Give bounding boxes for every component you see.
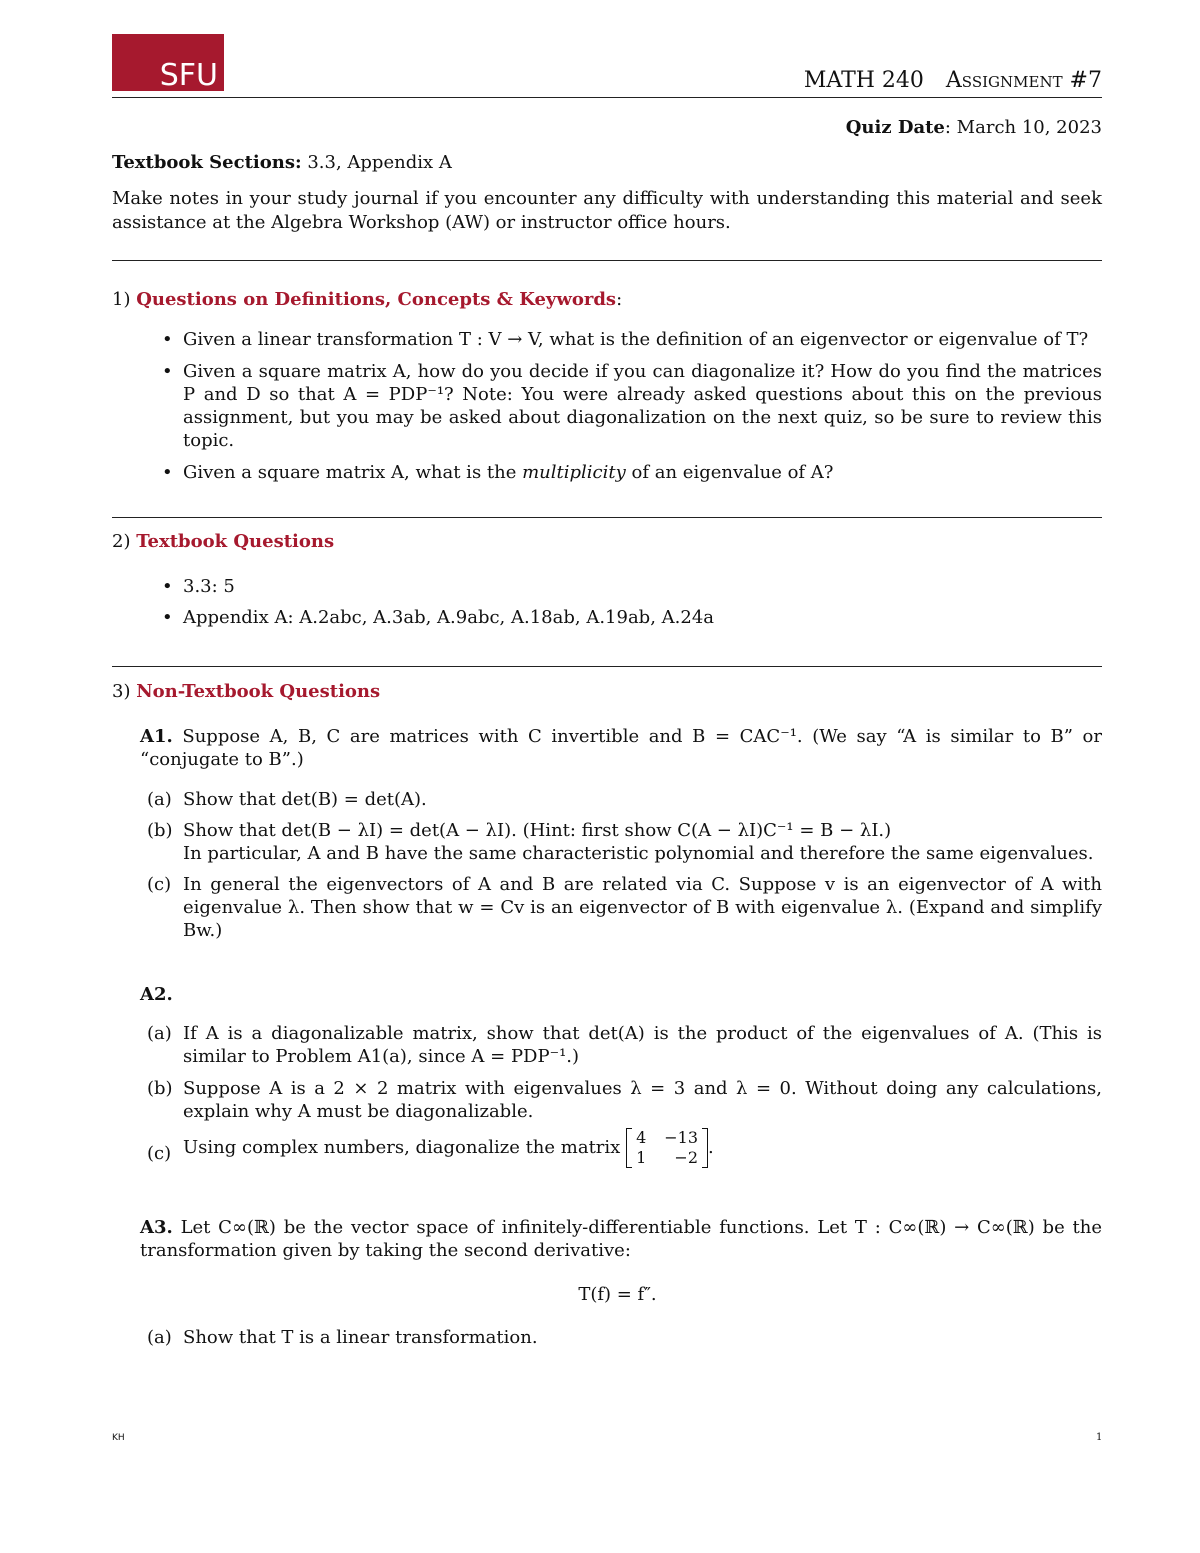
problem-part xyxy=(147,788,1102,811)
header-rule xyxy=(112,97,1102,98)
quiz-date-value: : March 10, 2023 xyxy=(944,117,1102,138)
course-code: MATH 240 xyxy=(803,68,924,93)
problem-a1 xyxy=(140,725,1102,771)
section-1-number: 1) xyxy=(112,289,137,310)
textbook-sections-label: Textbook Sections: xyxy=(112,152,302,173)
matrix-row xyxy=(632,1128,702,1148)
matrix-row xyxy=(632,1148,702,1168)
problem-label: A2. xyxy=(140,984,173,1005)
study-notes: Make notes in your study journal if you encounter any difficulty with understanding this material and seek assistance at the Algebra Workshop (AW) or instructor office hours. xyxy=(112,188,1102,233)
section-2-title: Textbook Questions xyxy=(136,531,335,552)
list-item xyxy=(162,575,1102,598)
part-label: (a) xyxy=(147,789,172,810)
bullet-icon: • xyxy=(162,462,173,483)
section-1-title: Questions on Definitions, Concepts & Keywords xyxy=(136,289,617,310)
part-text: Show that T is a linear transformation. xyxy=(183,1327,538,1348)
part-text: In general the eigenvectors of A and B are related via C. Suppose v is an eigenvector of A with eigenvalue λ. Then show that w = Cv is an eigenvector of B with eigenvalue λ. (Expand and simplify Bw.) xyxy=(183,874,1102,941)
assignment-number: Assignment #7 xyxy=(945,68,1102,93)
section-2-heading xyxy=(112,530,334,554)
part-text: Show that det(B) = det(A). xyxy=(183,789,427,810)
bullet-text: Appendix A: A.2abc, A.3ab, A.9abc, A.18ab, A.19ab, A.24a xyxy=(183,607,714,628)
part-label: (b) xyxy=(147,820,173,841)
course-title xyxy=(804,68,1102,93)
matrix-cell: 4 xyxy=(636,1128,647,1147)
bullet-text-pre: Given a square matrix A, what is the xyxy=(183,462,523,483)
problem-a1-text: Suppose A, B, C are matrices with C invertible and B = CAC⁻¹. (We say “A is similar to B” or “conjugate to B”.) xyxy=(140,726,1102,770)
part-text: Show that det(B − λI) = det(A − λI). (Hint: first show C(A − λI)C⁻¹ = B − λI.) xyxy=(183,820,892,841)
problem-a3-label: A3. xyxy=(140,1217,173,1238)
part-text: Suppose A is a 2 × 2 matrix with eigenvalues λ = 3 and λ = 0. Without doing any calculations, explain why A must be diagonalizable. xyxy=(183,1078,1102,1122)
part-label: (c) xyxy=(147,874,172,895)
section-3-heading xyxy=(112,680,380,704)
section-divider xyxy=(112,666,1102,667)
footer-initials: KH xyxy=(112,1433,125,1443)
part-label: (a) xyxy=(147,1023,172,1044)
part-text: Using complex numbers, diagonalize the matrix xyxy=(183,1137,621,1158)
quiz-date xyxy=(846,117,1102,138)
part-text-end: . xyxy=(708,1137,714,1158)
textbook-sections xyxy=(112,151,452,175)
section-3-number: 3) xyxy=(112,681,137,702)
display-equation: T(f) = f″. xyxy=(578,1284,657,1305)
part-text-continued: In particular, A and B have the same characteristic polynomial and therefore the same eigenvalues. xyxy=(183,843,1094,864)
section-3-title: Non-Textbook Questions xyxy=(136,681,381,702)
matrix-cell: −2 xyxy=(674,1148,699,1167)
textbook-sections-value: 3.3, Appendix A xyxy=(301,152,452,173)
part-label: (c) xyxy=(147,1143,172,1164)
problem-part xyxy=(147,1326,1102,1349)
part-label: (a) xyxy=(147,1327,172,1348)
page-number: 1 xyxy=(1096,1432,1103,1443)
section-divider xyxy=(112,517,1102,518)
problem-part xyxy=(147,1077,1102,1123)
bullet-icon: • xyxy=(162,329,173,350)
list-item xyxy=(162,606,1102,629)
problem-part xyxy=(147,873,1102,942)
list-item xyxy=(162,328,1102,351)
bullet-text-post: of an eigenvalue of A? xyxy=(625,462,834,483)
part-text: If A is a diagonalizable matrix, show that det(A) is the product of the eigenvalues of A. (This is similar to Problem A1(a), since A = PDP⁻¹.) xyxy=(183,1023,1102,1067)
problem-a3-text: Let C∞(ℝ) be the vector space of infinitely-differentiable functions. Let T : C∞(ℝ) → C∞(ℝ) be the transformation given by taking the second derivative: xyxy=(140,1217,1102,1261)
section-1-heading xyxy=(112,288,622,312)
bullet-icon: • xyxy=(162,361,173,382)
bullet-icon: • xyxy=(162,576,173,597)
matrix-cell: −13 xyxy=(664,1128,699,1147)
matrix-cell: 1 xyxy=(636,1148,647,1167)
problem-part xyxy=(147,1022,1102,1068)
list-item xyxy=(162,461,1102,484)
sfu-logo xyxy=(112,34,224,91)
section-divider xyxy=(112,260,1102,261)
problem-a1-label: A1. xyxy=(140,726,173,747)
problem-a2-label xyxy=(140,983,173,1007)
section-1-colon: : xyxy=(616,289,623,310)
logo-text: SFU xyxy=(159,58,218,93)
bullet-icon: • xyxy=(162,607,173,628)
list-item xyxy=(162,360,1102,452)
bullet-text: 3.3: 5 xyxy=(183,576,235,597)
matrix-table xyxy=(632,1128,702,1168)
problem-part xyxy=(147,1128,1102,1168)
section-2-number: 2) xyxy=(112,531,137,552)
bullet-text: Given a square matrix A, how do you decide if you can diagonalize it? How do you find the matrices P and D so that A = PDP⁻¹? Note: You were already asked questions about this on the previous assignment, but you may be asked about diagonalization on the next quiz, so be sure to review this topic. xyxy=(183,361,1102,451)
problem-a3 xyxy=(140,1216,1102,1262)
matrix-4-13-1-2 xyxy=(626,1128,708,1168)
quiz-date-label: Quiz Date xyxy=(845,117,945,138)
problem-part xyxy=(147,819,1102,865)
bullet-text: Given a linear transformation T : V → V, what is the definition of an eigenvector or eigenvalue of T? xyxy=(183,329,1089,350)
part-label: (b) xyxy=(147,1078,173,1099)
bullet-text-emphasis: multiplicity xyxy=(522,462,626,483)
